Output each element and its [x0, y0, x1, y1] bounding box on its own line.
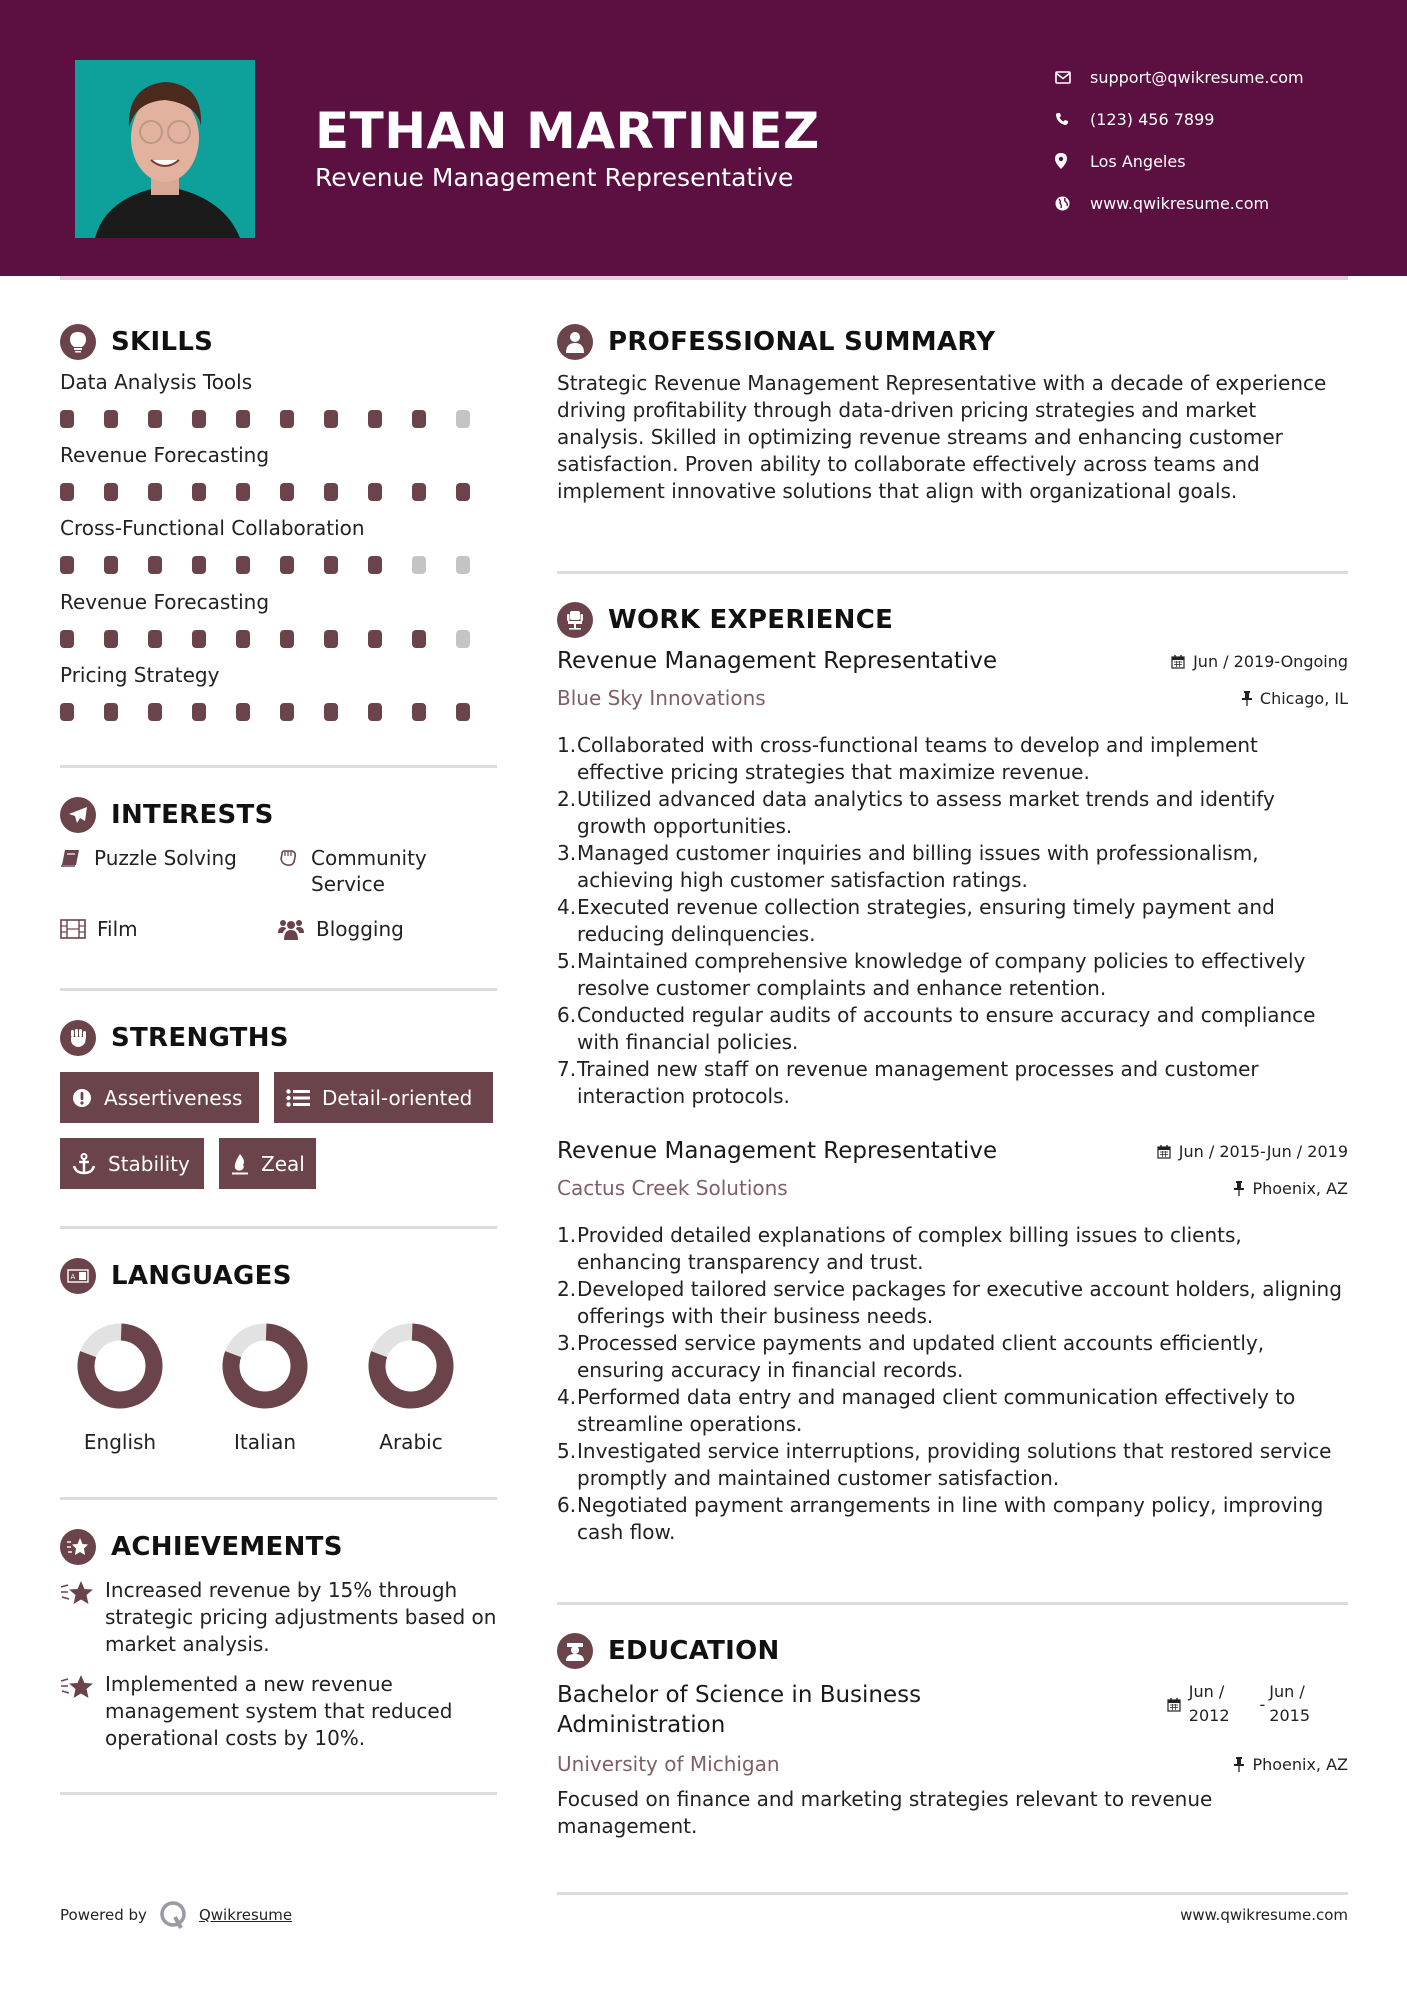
fire-icon: [231, 1153, 249, 1175]
rating-dot: [412, 556, 426, 574]
divider: [60, 988, 497, 991]
rating-dot: [324, 630, 338, 648]
job-bullet: 1. Provided detailed explanations of complex billing issues to clients, enhancing transparency and trust.: [557, 1223, 1242, 1274]
language-item: [205, 1322, 325, 1454]
rating-dot: [192, 556, 206, 574]
exclamation-circle-icon: [72, 1088, 92, 1108]
job-location: Chicago, IL: [1242, 689, 1348, 708]
language-name: Arabic: [379, 1430, 443, 1454]
candidate-title: Revenue Management Representative: [315, 163, 794, 192]
company-name: Blue Sky Innovations: [557, 686, 766, 710]
svg-text:A: A: [70, 1273, 76, 1281]
rating-dot: [60, 410, 74, 428]
section-header-experience: WORK EXPERIENCE: [557, 602, 893, 638]
rating-dot: [368, 556, 382, 574]
divider: [557, 1602, 1348, 1605]
rating-dot: [148, 630, 162, 648]
skill-item: [60, 370, 500, 428]
star-badge-icon: [60, 1529, 96, 1565]
section-header-achievements: ACHIEVEMENTS: [60, 1529, 343, 1565]
language-item: [351, 1322, 471, 1454]
resume-header: [0, 0, 1407, 276]
lightbulb-icon: [60, 324, 96, 360]
skill-item: [60, 590, 500, 648]
rating-dot: [60, 556, 74, 574]
skill-name: Revenue Forecasting: [60, 590, 270, 614]
skill-item: [60, 516, 500, 574]
rating-dot: [192, 703, 206, 721]
job-dates: Jun / 2019-Ongoing: [1171, 652, 1348, 671]
divider: [60, 1792, 497, 1795]
rating-dot: [456, 703, 470, 721]
rating-dot: [412, 483, 426, 501]
rating-dot: [368, 483, 382, 501]
calendar-icon: [1157, 1144, 1171, 1159]
language-proficiency-donut: [76, 1322, 164, 1410]
rating-dot: [412, 703, 426, 721]
rating-dot: [280, 630, 294, 648]
divider: [557, 571, 1348, 574]
job-bullet: 1. Collaborated with cross-functional teams to develop and implement effective pricing strategies that maximize revenue.: [557, 733, 1258, 784]
pushpin-icon: [1242, 691, 1252, 706]
rating-dot: [280, 703, 294, 721]
skill-rating: [60, 703, 500, 721]
rating-dot: [280, 410, 294, 428]
rating-dot: [192, 630, 206, 648]
divider: [60, 1497, 497, 1500]
footer-website-link[interactable]: www.qwikresume.com: [1180, 1906, 1348, 1924]
language-name: English: [83, 1430, 157, 1454]
summary-text: Strategic Revenue Management Representative with a decade of experience driving profitability through data-driven pricing strategies and market analysis. Skilled in optimizing revenue streams and enhancing customer satisfaction. Proven ability to collaborate effectively across teams and implement innovative solutions that align with organizational goals.: [557, 371, 1327, 503]
rating-dot: [456, 556, 470, 574]
calendar-icon: [1167, 1697, 1181, 1712]
rating-dot: [192, 410, 206, 428]
rating-dot: [456, 630, 470, 648]
job-bullet: 7. Trained new staff on revenue management processes and customer interaction protocols.: [557, 1057, 1259, 1108]
rating-dot: [236, 483, 250, 501]
job-role: Revenue Management Representative: [557, 1138, 998, 1164]
job-bullets: [557, 1222, 1348, 1546]
rating-dot: [104, 483, 118, 501]
skill-item: [60, 663, 500, 721]
pushpin-icon: [1234, 1757, 1244, 1772]
skill-rating: [60, 483, 500, 501]
skill-name: Data Analysis Tools: [60, 370, 253, 394]
rating-dot: [456, 483, 470, 501]
rating-dot: [104, 630, 118, 648]
education-dates: Jun / 2012 - Jun / 2015: [1167, 1680, 1348, 1728]
rating-dot: [368, 703, 382, 721]
section-header-education: EDUCATION: [557, 1633, 780, 1669]
powered-by: Powered by Qwikresume: [60, 1900, 292, 1930]
job-bullet: 4. Executed revenue collection strategies, ensuring timely payment and reducing delinquencies.: [557, 895, 1275, 946]
contact-website[interactable]: www.qwikresume.com: [1055, 182, 1304, 224]
strength-tag: Zeal: [219, 1138, 316, 1189]
section-header-skills: SKILLS: [60, 324, 213, 360]
rating-dot: [324, 410, 338, 428]
company-name: Cactus Creek Solutions: [557, 1176, 788, 1200]
shooting-star-icon: [60, 1671, 105, 1752]
candidate-name: ETHAN MARTINEZ: [315, 102, 820, 160]
list-icon: [286, 1089, 310, 1107]
rating-dot: [236, 630, 250, 648]
job-bullet: 6. Negotiated payment arrangements in line with company policy, improving cash flow.: [557, 1493, 1324, 1544]
qwikresume-link[interactable]: Qwikresume: [198, 1906, 293, 1924]
users-icon: [278, 916, 316, 942]
rating-dot: [412, 630, 426, 648]
interest-item: Film: [60, 916, 138, 942]
rating-dot: [280, 483, 294, 501]
fist-icon: [60, 1020, 96, 1056]
contact-email[interactable]: support@qwikresume.com: [1055, 56, 1304, 98]
job-bullet: 2. Developed tailored service packages for executive account holders, aligning offerings with their business needs.: [557, 1277, 1342, 1328]
job-role: Revenue Management Representative: [557, 648, 998, 674]
job-bullet: 3. Managed customer inquiries and billing issues with professionalism, achieving high customer satisfaction ratings.: [557, 841, 1259, 892]
interest-item: Blogging: [278, 916, 404, 942]
job-dates: Jun / 2015-Jun / 2019: [1157, 1142, 1348, 1161]
section-header-languages: A LANGUAGES: [60, 1258, 292, 1294]
pushpin-icon: [1234, 1181, 1244, 1196]
hand-icon: [278, 845, 311, 871]
rating-dot: [324, 556, 338, 574]
section-header-strengths: STRENGTHS: [60, 1020, 289, 1056]
anchor-icon: [72, 1153, 96, 1175]
chair-icon: [557, 602, 593, 638]
rating-dot: [236, 410, 250, 428]
rating-dot: [60, 483, 74, 501]
contact-location: Los Angeles: [1055, 140, 1304, 182]
strength-tag: Assertiveness: [60, 1072, 259, 1123]
rating-dot: [324, 703, 338, 721]
interest-item: Community Service: [278, 845, 478, 897]
job-bullet: 6. Conducted regular audits of accounts to ensure accuracy and compliance with financial policies.: [557, 1003, 1316, 1054]
job-bullet: 2. Utilized advanced data analytics to assess market trends and identify growth opportunities.: [557, 787, 1275, 838]
rating-dot: [324, 483, 338, 501]
rating-dot: [60, 630, 74, 648]
book-icon: [60, 845, 94, 871]
film-icon: [60, 916, 97, 942]
skill-rating: [60, 556, 500, 574]
job-bullet: 5. Investigated service interruptions, providing solutions that restored service promptly and maintained customer satisfaction.: [557, 1439, 1332, 1490]
profile-photo: [75, 60, 255, 238]
job-entry: [557, 1138, 1348, 1546]
job-location: Phoenix, AZ: [1234, 1179, 1348, 1198]
qwikresume-logo-icon: [159, 1900, 187, 1930]
section-header-interests: INTERESTS: [60, 797, 274, 833]
skill-name: Revenue Forecasting: [60, 443, 270, 467]
degree-name: Bachelor of Science in Business Administration: [557, 1682, 922, 1738]
education-location: Phoenix, AZ: [1234, 1755, 1348, 1774]
strength-tag: Stability: [60, 1138, 204, 1189]
rating-dot: [148, 556, 162, 574]
language-proficiency-donut: [221, 1322, 309, 1410]
job-bullet: 3. Processed service payments and updated client accounts efficiently, ensuring accuracy in financial records.: [557, 1331, 1265, 1382]
calendar-icon: [1171, 654, 1185, 669]
envelope-icon: [1055, 71, 1090, 84]
language-icon: [60, 1258, 96, 1294]
achievement-item: Implemented a new revenue management system that reduced operational costs by 10%.: [60, 1671, 500, 1752]
education-description: Focused on finance and marketing strategies relevant to revenue management.: [557, 1787, 1213, 1838]
section-header-summary: PROFESSIONAL SUMMARY: [557, 324, 995, 360]
job-bullet: 4. Performed data entry and managed client communication effectively to streamline operations.: [557, 1385, 1296, 1436]
interest-item: Puzzle Solving: [60, 845, 237, 871]
school-name: University of Michigan: [557, 1752, 780, 1776]
rating-dot: [368, 410, 382, 428]
rating-dot: [236, 703, 250, 721]
rating-dot: [104, 410, 118, 428]
phone-icon: [1055, 112, 1090, 126]
rating-dot: [456, 410, 470, 428]
rating-dot: [60, 703, 74, 721]
skill-name: Cross-Functional Collaboration: [60, 516, 365, 540]
globe-icon: [1055, 196, 1090, 211]
map-marker-icon: [1055, 153, 1090, 169]
rating-dot: [148, 483, 162, 501]
rating-dot: [104, 703, 118, 721]
contact-list: [1055, 56, 1304, 224]
skill-name: Pricing Strategy: [60, 663, 220, 687]
rating-dot: [192, 483, 206, 501]
job-entry: [557, 648, 1348, 1110]
job-bullet: 5. Maintained comprehensive knowledge of company policies to effectively resolve customer complaints and enhance retention.: [557, 949, 1306, 1000]
achievement-item: Increased revenue by 15% through strategic pricing adjustments based on market analysis.: [60, 1577, 500, 1658]
user-icon: [557, 324, 593, 360]
skill-rating: [60, 630, 500, 648]
header-divider: [60, 276, 1348, 280]
language-name: Italian: [233, 1430, 297, 1454]
skill-rating: [60, 410, 500, 428]
education-entry: [557, 1680, 1348, 1840]
language-proficiency-donut: [367, 1322, 455, 1410]
shooting-star-icon: [60, 1577, 105, 1658]
job-bullets: [557, 732, 1348, 1110]
rating-dot: [368, 630, 382, 648]
rating-dot: [148, 410, 162, 428]
contact-phone[interactable]: (123) 456 7899: [1055, 98, 1304, 140]
strength-tag: Detail-oriented: [274, 1072, 493, 1123]
rating-dot: [280, 556, 294, 574]
paper-plane-icon: [60, 797, 96, 833]
graduate-icon: [557, 1633, 593, 1669]
divider: [557, 1892, 1348, 1895]
divider: [60, 1226, 497, 1229]
language-item: [60, 1322, 180, 1454]
rating-dot: [236, 556, 250, 574]
rating-dot: [412, 410, 426, 428]
rating-dot: [148, 703, 162, 721]
rating-dot: [104, 556, 118, 574]
skill-item: [60, 443, 500, 501]
divider: [60, 765, 497, 768]
